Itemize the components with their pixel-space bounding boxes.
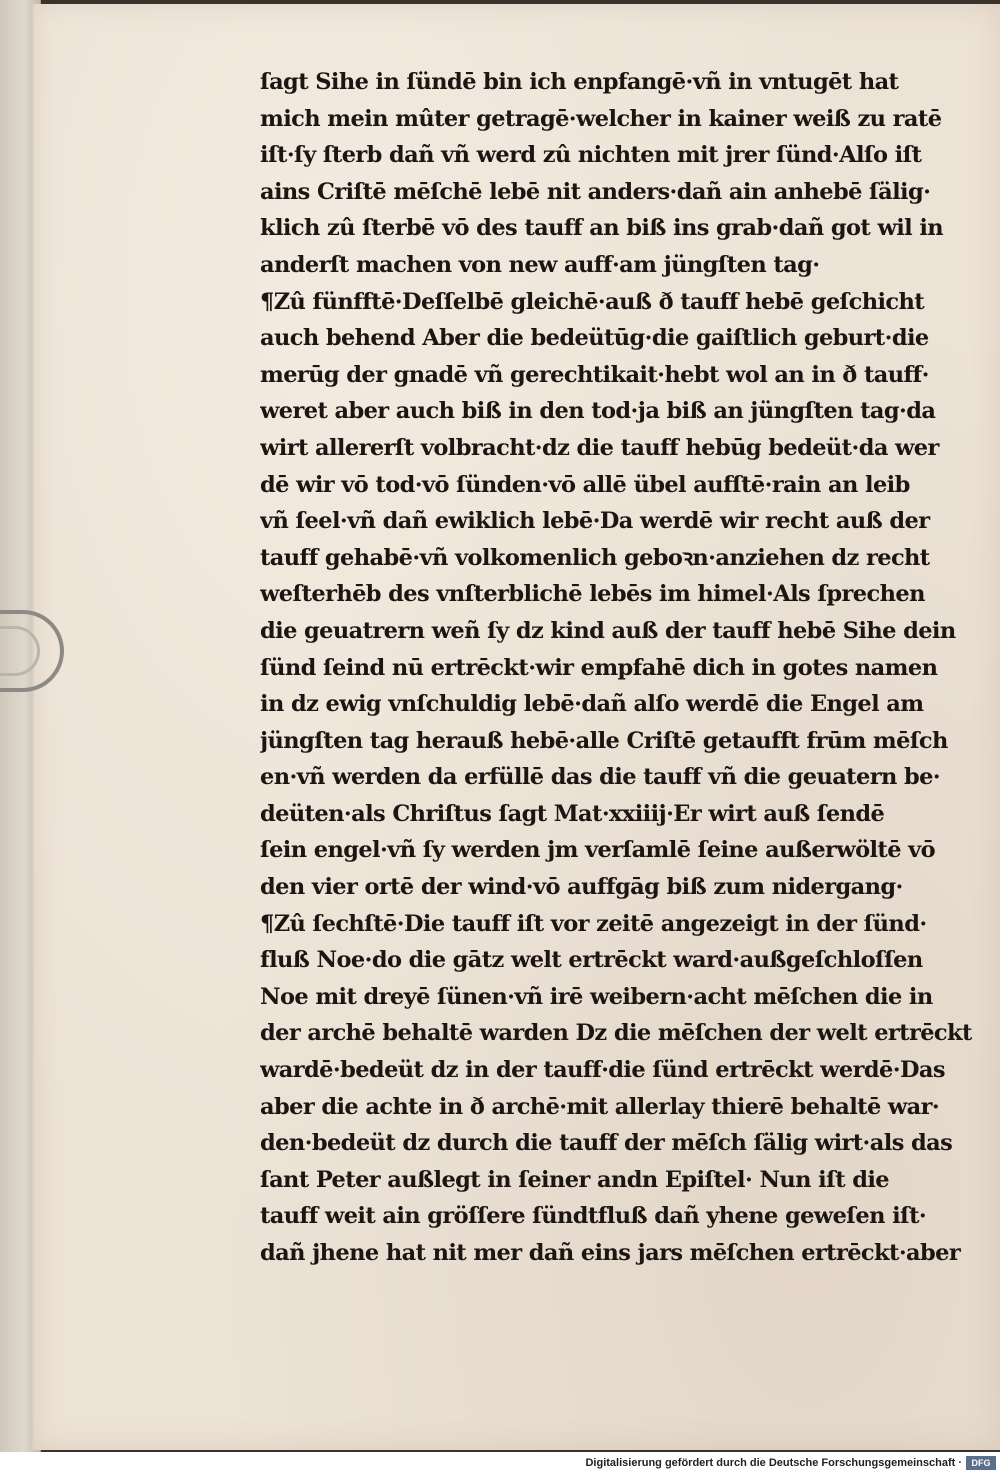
text-line: vñ ſeel·vñ dañ ewiklich lebē·Da werdē wir recht auß der <box>260 508 930 535</box>
text-line: Noe mit dreyē ſünen·vñ irē weibern·acht mēſchen die in <box>260 983 933 1010</box>
text-line: fluß Noe·do die gātz welt ertrēckt ward·außgeſchloſſen <box>260 947 923 974</box>
text-line: die geuatrern weñ ſy dz kind auß der tauff hebē Sihe dein <box>260 617 956 644</box>
text-line: ¶Zû fünfftē·Deſſelbē gleichē·auß ð tauff hebē geſchicht <box>260 288 925 315</box>
text-line: aber die achte in ð archē·mit allerlay thierē behaltē war· <box>260 1093 940 1120</box>
text-line: iſt·ſy ſterb dañ vñ werd zû nichten mit jrer ſünd·Alſo iſt <box>260 142 922 169</box>
text-line: den·bedeüt dz durch die tauff der mēſch ſälig wirt·als das <box>260 1130 953 1157</box>
text-line: in dz ewig vnſchuldig lebē·dañ alſo werdē die Engel am <box>260 691 924 718</box>
text-line: merūg der gnadē vñ gerechtikait·hebt wol an in ð tauff· <box>260 361 929 388</box>
footer-bar <box>0 1452 1000 1476</box>
text-line: ſünd ſeind nū ertrēckt·wir empfahē dich in gotes namen <box>260 654 938 681</box>
text-line: klich zû ſterbē vō des tauff an biß ins grab·dañ got wil in <box>260 215 944 242</box>
text-line: jüngſten tag herauß hebē·alle Criſtē getaufft frūm mēſch <box>260 727 948 754</box>
text-line: ſant Peter außlegt in ſeiner andn Epiſtel· Nun iſt die <box>260 1166 890 1193</box>
text-line: wardē·bedeüt dz in der tauff·die ſünd ertrēckt werdē·Das <box>260 1057 945 1084</box>
document-page <box>32 4 1000 1450</box>
text-line: en·vñ werden da erfüllē das die tauff vñ die geuatern be· <box>260 764 941 791</box>
text-line: ¶Zû ſechſtē·Die tauff iſt vor zeitē angezeigt in der ſünd· <box>260 910 927 937</box>
text-line: tauff gehabē·vñ volkomenlich geboꝛn·anziehen dz recht <box>260 544 930 571</box>
text-line: tauff weit ain gröſſere ſündtfluß dañ yhene geweſen iſt· <box>260 1203 927 1230</box>
page-text-block <box>260 64 972 1272</box>
text-line: den vier ortē der wind·vō auffgāg biß zum nidergang· <box>260 874 903 901</box>
text-line: anderſt machen von new auff·am jüngſten tag· <box>260 251 820 278</box>
text-line: auch behend Aber die bedeütūg·die gaiſtlich geburt·die <box>260 325 929 352</box>
dfg-logo: DFG <box>966 1456 996 1470</box>
text-line: dē wir vō tod·vō ſünden·vō allē übel aufſtē·rain an leib <box>260 471 910 498</box>
text-line: weſterhēb des vnſterblichē lebēs im himel·Als ſprechen <box>260 581 925 608</box>
text-line: dañ jhene hat nit mer dañ eins jars mēſchen ertrēckt·aber <box>260 1240 961 1266</box>
text-line: ains Criſtē mēſchē lebē nit anders·dañ ain anhebē ſälig· <box>260 178 931 205</box>
text-line: ſein engel·vñ ſy werden jm verſamlē ſeine außerwöltē vō <box>260 837 936 864</box>
text-line: der archē behaltē warden Dz die mēſchen der welt ertrēckt <box>260 1020 972 1047</box>
text-line: weret aber auch biß in den tod·ja biß an jüngſten tag·da <box>260 398 936 425</box>
text-line: mich mein mûter getragē·welcher in kainer weiß zu ratē <box>260 105 942 132</box>
funding-credit: Digitalisierung gefördert durch die Deutsche Forschungsgemeinschaft · <box>585 1457 962 1469</box>
text-line: wirt allererſt volbracht·dz die tauff hebūg bedeüt·da wer <box>260 434 939 461</box>
text-line: deüten·als Chriſtus ſagt Mat·xxiiij·Er wirt auß ſendē <box>260 800 885 827</box>
text-line: ſagt Sihe in ſündē bin ich enpfangē·vñ in vntugēt hat <box>260 69 899 95</box>
